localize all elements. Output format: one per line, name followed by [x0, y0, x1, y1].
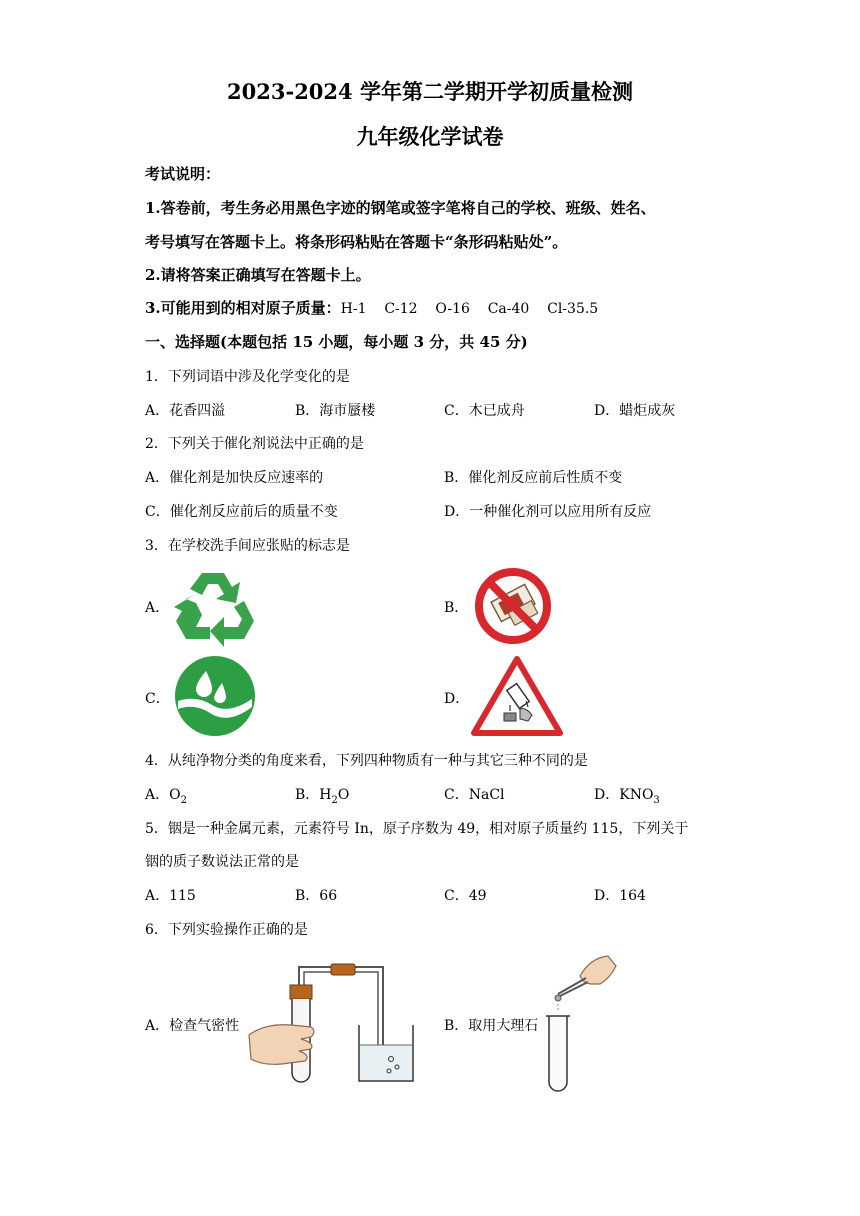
airtightness-check-illustration: [245, 955, 420, 1085]
recycle-icon: [172, 565, 258, 647]
q5-option-d: D．164: [594, 888, 646, 904]
q4-option-a: A．$O_2$: [145, 787, 187, 806]
water-saving-icon: [172, 655, 258, 737]
no-matches-icon: [470, 566, 556, 646]
q3-option-c: C．: [145, 691, 170, 707]
question-2-stem: 2．下列关于催化剂说法中正确的是: [145, 436, 364, 452]
section-heading: 一、选择题(本题包括 15 小题，每小题 3 分，共 45 分): [145, 333, 528, 351]
question-5-stem: 5．铟是一种金属元素，元素符号 In，原子序数为 49，相对原子质量约 115，下列关于: [145, 821, 689, 837]
exam-subtitle: 九年级化学试卷: [356, 124, 504, 149]
instruction-2: 2.请将答案正确填写在答题卡上。: [145, 266, 371, 284]
q2-option-d: D．一种催化剂可以应用所有反应: [444, 504, 652, 520]
q2-option-b: B．催化剂反应前后性质不变: [444, 470, 623, 486]
corrosive-warning-icon: [470, 655, 564, 737]
instruction-3-label: 3.可能用到的相对原子质量：: [145, 299, 341, 317]
instruction-1-cont: 考号填写在答题卡上。将条形码粘贴在答题卡“条形码粘贴处”。: [145, 233, 568, 251]
question-5-stem-cont: 铟的质子数说法正常的是: [145, 854, 299, 870]
q4-option-d: D．$KNO_3$: [594, 787, 660, 806]
question-1-stem: 1．下列词语中涉及化学变化的是: [145, 369, 350, 385]
q1-option-c: C．木已成舟: [444, 403, 525, 419]
instruction-1: 1.答卷前，考生务必用黑色字迹的钢笔或签字笔将自己的学校、班级、姓名、: [145, 199, 656, 217]
q5-option-a: A．115: [145, 888, 196, 904]
q1-option-b: B．海市蜃楼: [295, 403, 376, 419]
marble-sampling-illustration: [540, 950, 620, 1092]
question-3-stem: 3．在学校洗手间应张贴的标志是: [145, 538, 350, 554]
q3-option-b: B．: [444, 600, 469, 616]
question-6-stem: 6．下列实验操作正确的是: [145, 922, 308, 938]
q4-option-b: B．$H_2O$: [295, 787, 350, 806]
atomic-masses: H-1 C-12 O-16 Ca-40 Cl-35.5: [340, 301, 599, 317]
q6-option-a: A．检查气密性: [145, 1018, 240, 1034]
q5-option-b: B．66: [295, 888, 338, 904]
exam-title: 2023-2024 学年第二学期开学初质量检测: [227, 79, 633, 104]
instruction-3: [145, 297, 598, 318]
q4-option-c: C．NaCl: [444, 787, 505, 803]
q3-option-d: D．: [444, 691, 470, 707]
instructions-heading: 考试说明：: [145, 165, 221, 183]
q6-option-b: B．取用大理石: [444, 1018, 539, 1034]
q2-option-c: C．催化剂反应前后的质量不变: [145, 504, 338, 520]
q5-option-c: C．49: [444, 888, 487, 904]
q2-option-a: A．催化剂是加快反应速率的: [145, 470, 324, 486]
q1-option-d: D．蜡炬成灰: [594, 403, 676, 419]
q3-option-a: A．: [145, 600, 170, 616]
question-4-stem: 4．从纯净物分类的角度来看，下列四种物质有一种与其它三种不同的是: [145, 753, 588, 769]
q1-option-a: A．花香四溢: [145, 403, 226, 419]
